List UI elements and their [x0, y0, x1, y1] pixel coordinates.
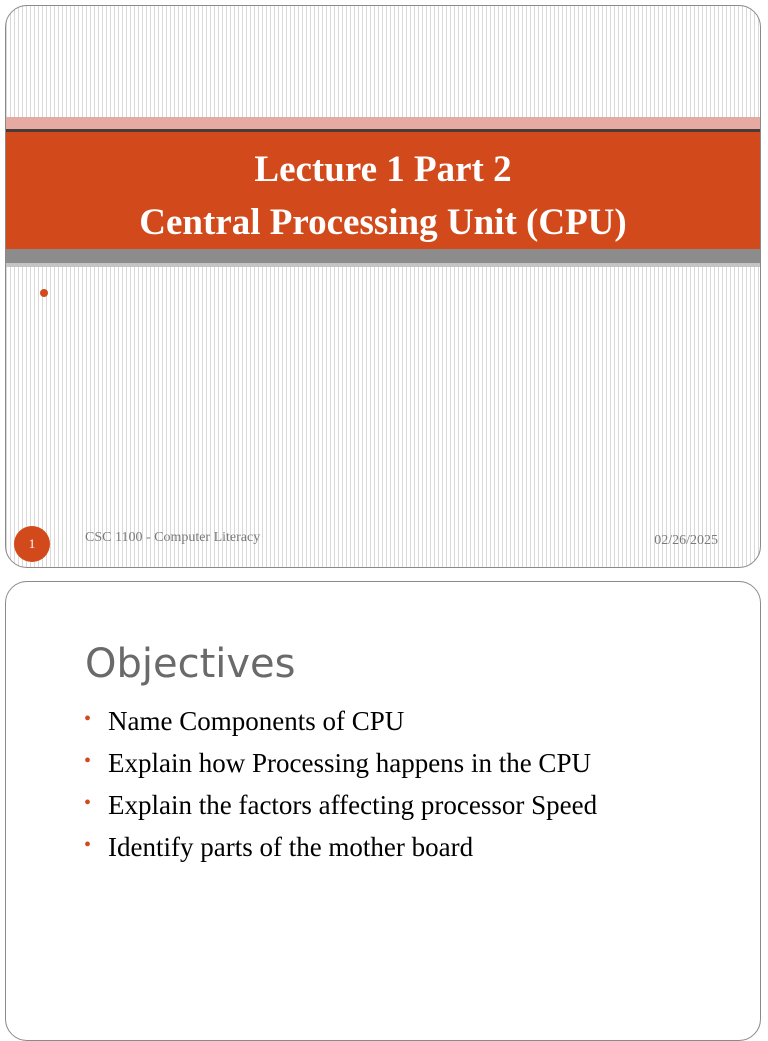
slide-title-line-2: Central Processing Unit (CPU) — [139, 202, 627, 243]
title-band-shadow — [6, 249, 760, 263]
footer-date: 02/26/2025 — [654, 533, 718, 548]
list-item — [84, 742, 597, 784]
bullet-icon: • — [84, 834, 92, 856]
slide-title-line-1: Lecture 1 Part 2 — [254, 149, 512, 190]
objectives-slide — [5, 581, 761, 1041]
list-item — [84, 826, 597, 868]
title-band — [6, 117, 760, 267]
list-item-text: Explain the factors affecting processor Speed — [108, 790, 598, 820]
slide-title — [6, 143, 760, 249]
bullet-icon: • — [84, 750, 92, 772]
footer-course: CSC 1100 - Computer Literacy — [85, 530, 261, 545]
bullet-icon: • — [84, 792, 92, 814]
title-slide — [5, 5, 761, 568]
list-item-text: Explain how Processing happens in the CPU — [108, 748, 591, 778]
objectives-title: Objectives — [85, 641, 296, 687]
list-item-text: Name Components of CPU — [108, 706, 405, 736]
list-item — [84, 700, 597, 742]
objectives-list — [84, 700, 597, 868]
page-number-badge: 1 — [14, 526, 50, 562]
list-item — [84, 784, 597, 826]
title-band-shadow-light — [6, 263, 760, 267]
empty-bullet-point — [40, 289, 48, 297]
title-band-top-stripe — [6, 117, 760, 129]
bullet-icon: • — [84, 708, 92, 730]
list-item-text: Identify parts of the mother board — [108, 832, 474, 862]
